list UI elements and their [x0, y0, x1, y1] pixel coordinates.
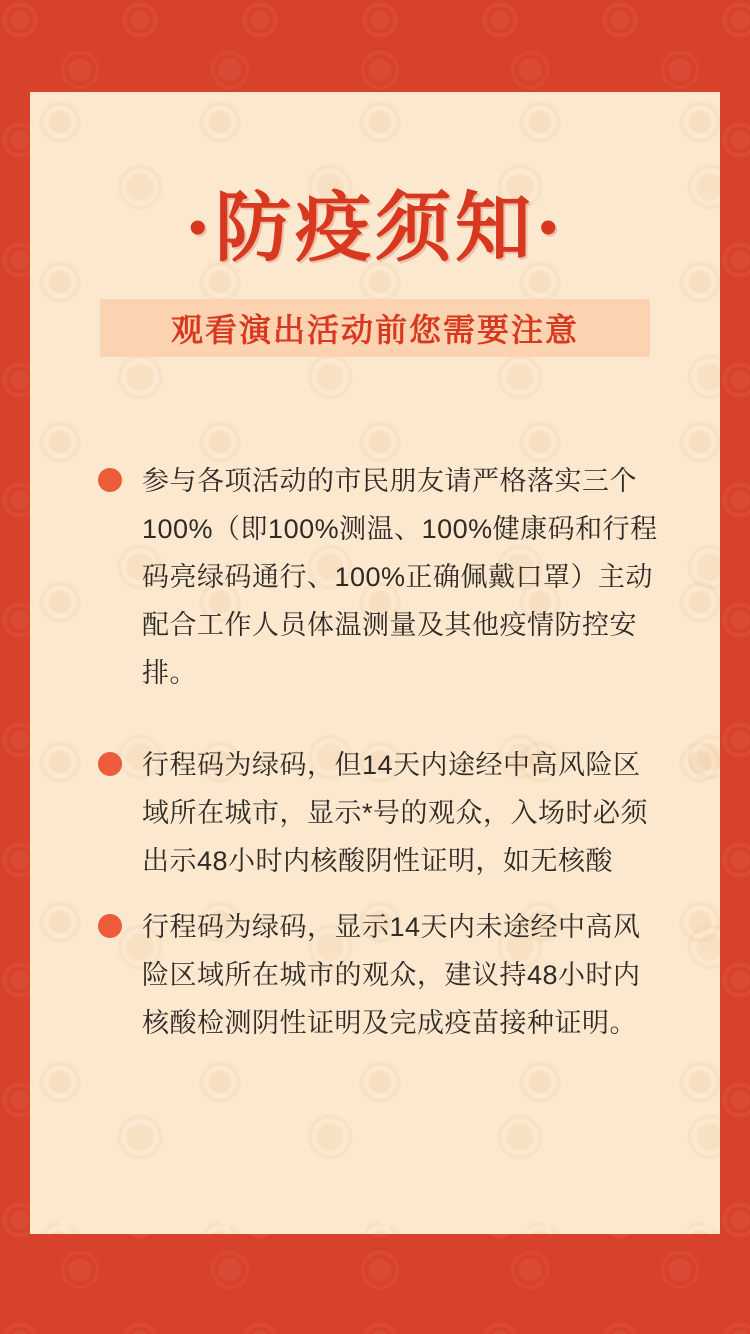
- bullet-dot-icon: [98, 468, 122, 492]
- subtitle-banner: [100, 299, 650, 357]
- notice-text: 行程码为绿码，但14天内途经中高风险区域所在城市，显示*号的观众，入场时必须出示48小时内核酸阴性证明，如无核酸: [142, 750, 649, 876]
- notice-text: 行程码为绿码，显示14天内未途经中高风险区域所在城市的观众，建议持48小时内核酸检测阴性证明及完成疫苗接种证明。: [142, 912, 641, 1038]
- bullet-dot-icon: [98, 752, 122, 776]
- list-item: [98, 903, 658, 1047]
- subtitle-text: 观看演出活动前您需要注意: [170, 311, 579, 349]
- list-item: [98, 741, 658, 885]
- notice-card: [30, 92, 720, 1234]
- notice-list: [98, 457, 658, 1047]
- list-item: [98, 457, 658, 697]
- bullet-dot-icon: [98, 914, 122, 938]
- card-zigzag-edge: [30, 1210, 720, 1234]
- page-title: ·防疫须知·: [184, 183, 566, 272]
- notice-text: 参与各项活动的市民朋友请严格落实三个100%（即100%测温、100%健康码和行程码亮绿码通行、100%正确佩戴口罩）主动配合工作人员体温测量及其他疫情防控安排。: [142, 466, 658, 688]
